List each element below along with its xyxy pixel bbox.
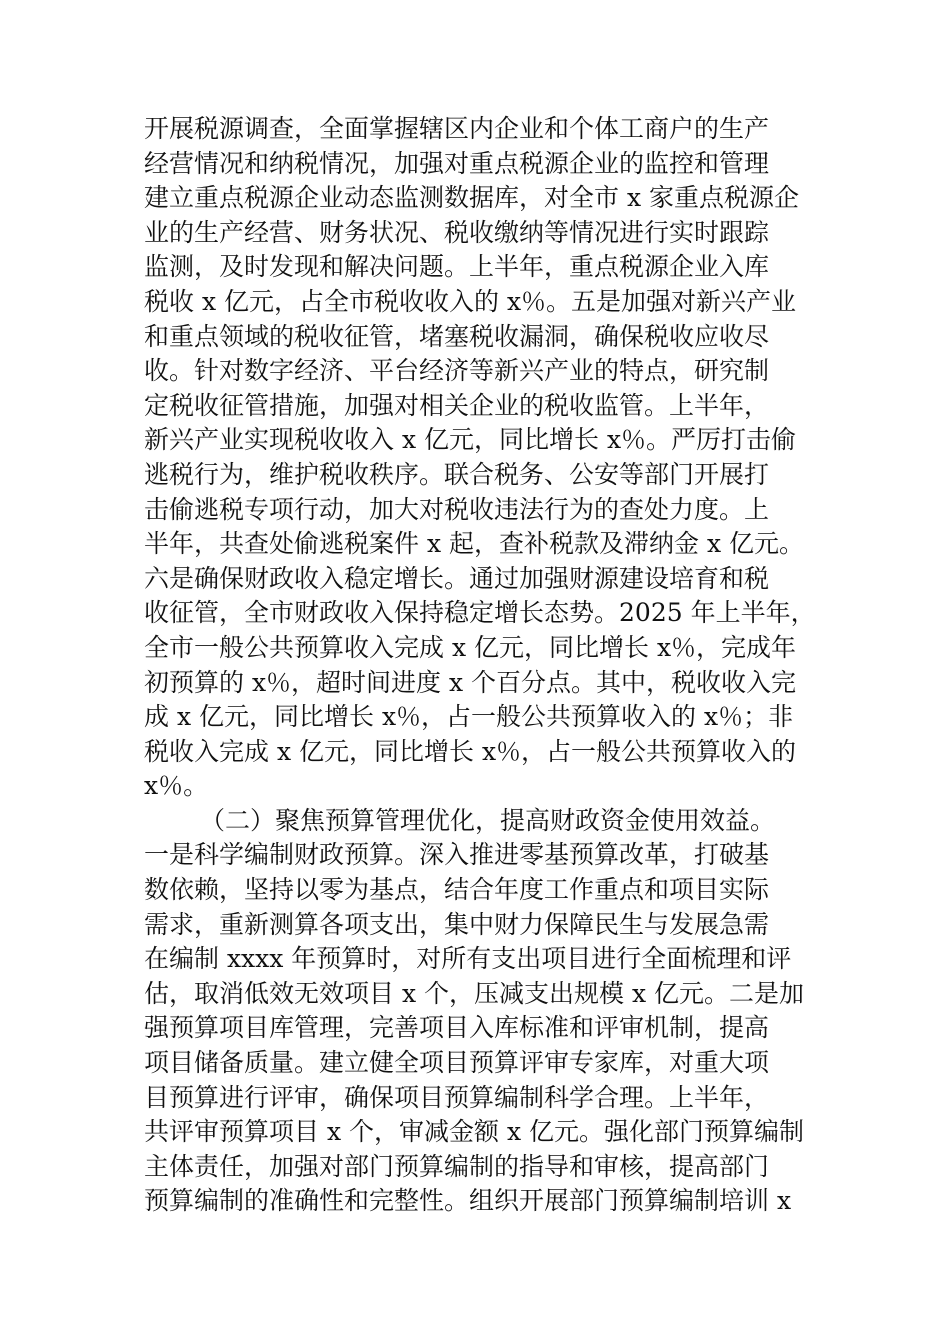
text-line-6: 税收 x 亿元，占全市税收收入的 x％。五是加强对新兴产业 (144, 286, 797, 316)
text-line-24: 需求，重新测算各项支出，集中财力保障民生与发展急需 (144, 909, 770, 939)
text-line-10: 新兴产业实现税收收入 x 亿元，同比增长 x％。严厉打击偷 (144, 425, 797, 455)
body-text (144, 112, 844, 1219)
text-line-5: 监测，及时发现和解决问题。上半年，重点税源企业入库 (144, 252, 770, 282)
text-line-3: 建立重点税源企业动态监测数据库，对全市 x 家重点税源企 (144, 183, 799, 213)
text-line-22: 一是科学编制财政预算。深入推进零基预算改革，打破基 (144, 840, 770, 870)
text-line-20: x％。 (144, 771, 209, 801)
text-line-14: 六是确保财政收入稳定增长。通过加强财源建设培育和税 (144, 563, 770, 593)
text-line-15: 收征管，全市财政收入保持稳定增长态势。2025 年上半年， (144, 598, 816, 628)
text-line-18: 成 x 亿元，同比增长 x％，占一般公共预算收入的 x％；非 (144, 702, 794, 732)
text-line-7: 和重点领域的税收征管，堵塞税收漏洞，确保税收应收尽 (144, 321, 770, 351)
text-line-11: 逃税行为，维护税收秩序。联合税务、公安等部门开展打 (144, 459, 770, 489)
text-line-27: 强预算项目库管理，完善项目入库标准和评审机制，提高 (144, 1013, 770, 1043)
text-line-13: 半年，共查处偷逃税案件 x 起，查补税款及滞纳金 x 亿元。 (144, 529, 804, 559)
text-line-8: 收。针对数字经济、平台经济等新兴产业的特点，研究制 (144, 356, 770, 386)
text-line-17: 初预算的 x％，超时间进度 x 个百分点。其中，税收收入完 (144, 667, 797, 697)
text-line-31: 主体责任，加强对部门预算编制的指导和审核，提高部门 (144, 1151, 770, 1181)
text-line-30: 共评审预算项目 x 个，审减金额 x 亿元。强化部门预算编制 (144, 1117, 804, 1147)
text-line-12: 击偷逃税专项行动，加大对税收违法行为的查处力度。上 (144, 494, 770, 524)
text-line-28: 项目储备质量。建立健全项目预算评审专家库，对重大项 (144, 1048, 770, 1078)
text-line-1: 开展税源调查，全面掌握辖区内企业和个体工商户的生产 (144, 114, 770, 143)
text-line-29: 目预算进行评审，确保项目预算编制科学合理。上半年， (144, 1082, 770, 1112)
text-line-25: 在编制 xxxx 年预算时，对所有支出项目进行全面梳理和评 (144, 944, 792, 974)
text-line-2: 经营情况和纳税情况，加强对重点税源企业的监控和管理 (144, 148, 770, 178)
text-line-9: 定税收征管措施，加强对相关企业的税收监管。上半年， (144, 390, 770, 420)
text-line-26: 估，取消低效无效项目 x 个，压减支出规模 x 亿元。二是加 (144, 978, 804, 1008)
text-line-32: 预算编制的准确性和完整性。组织开展部门预算编制培训 x (144, 1186, 792, 1216)
text-line-23: 数依赖，坚持以零为基点，结合年度工作重点和项目实际 (144, 875, 770, 905)
text-line-4: 业的生产经营、财务状况、税收缴纳等情况进行实时跟踪 (144, 217, 770, 247)
text-line-19: 税收入完成 x 亿元，同比增长 x％，占一般公共预算收入的 (144, 736, 797, 766)
text-line-16: 全市一般公共预算收入完成 x 亿元，同比增长 x％，完成年 (144, 632, 797, 662)
section-heading: （二）聚焦预算管理优化，提高财政资金使用效益。 (200, 805, 776, 835)
